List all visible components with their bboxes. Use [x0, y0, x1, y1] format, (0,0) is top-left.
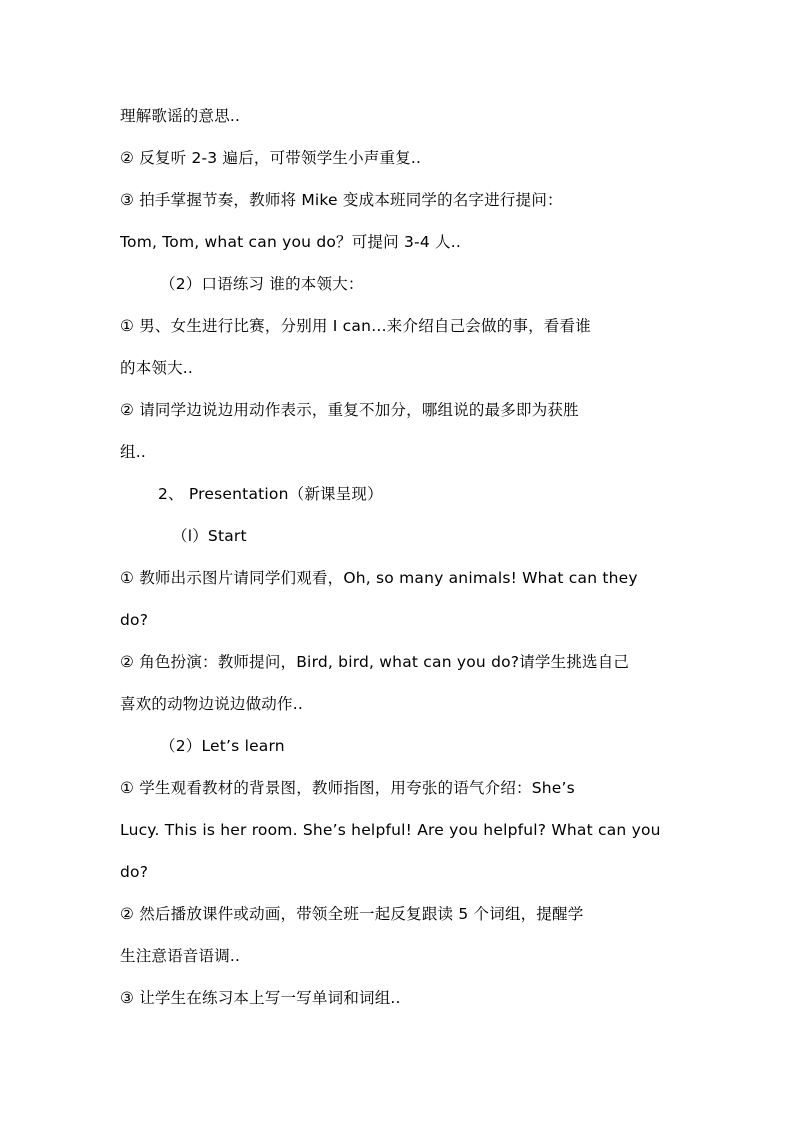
text-line-8: ② 请同学边说边用动作表示，重复不加分，哪组说的最多即为获胜: [120, 401, 579, 419]
text-line-21: 生注意语音语调..: [120, 947, 241, 965]
text-line-3: ③ 拍手掌握节奏，教师将 Mike 变成本班同学的名字进行提问：: [120, 191, 563, 209]
text-line-9: 组..: [120, 443, 146, 461]
text-line-20: ② 然后播放课件或动画，带领全班一起反复跟读 5 个词组，提醒学: [120, 905, 584, 923]
text-line-7: 的本领大..: [120, 359, 194, 377]
text-line-12: ① 教师出示图片请同学们观看，Oh, so many animals! What can they: [120, 569, 638, 587]
text-line-4: Tom, Tom, what can you do？可提问 3-4 人..: [120, 233, 461, 251]
text-line-19: do?: [120, 863, 149, 881]
subsection-heading-lets-learn: （2）Let’s learn: [160, 737, 285, 755]
text-line-13: do?: [120, 611, 149, 629]
text-line-14: ② 角色扮演：教师提问，Bird, bird, what can you do?请学生挑选自己: [120, 653, 630, 671]
text-line-17: ① 学生观看教材的背景图，教师指图，用夸张的语气介绍：She’s: [120, 779, 575, 797]
text-line-18: Lucy. This is her room. She’s helpful! Are you helpful? What can you: [120, 821, 661, 839]
text-line-6: ① 男、女生进行比赛，分别用 I can…来介绍自己会做的事，看看谁: [120, 317, 591, 335]
text-line-22: ③ 让学生在练习本上写一写单词和词组..: [120, 989, 401, 1007]
section-heading-oral-practice: （2）口语练习 谁的本领大：: [160, 275, 364, 293]
text-line-2: ② 反复听 2-3 遍后，可带领学生小声重复..: [120, 149, 422, 167]
subsection-heading-start: （l）Start: [172, 527, 247, 545]
text-line-15: 喜欢的动物边说边做动作..: [120, 695, 303, 713]
section-heading-presentation: 2、 Presentation（新课呈现）: [158, 485, 383, 503]
text-line-1: 理解歌谣的意思..: [120, 107, 241, 125]
